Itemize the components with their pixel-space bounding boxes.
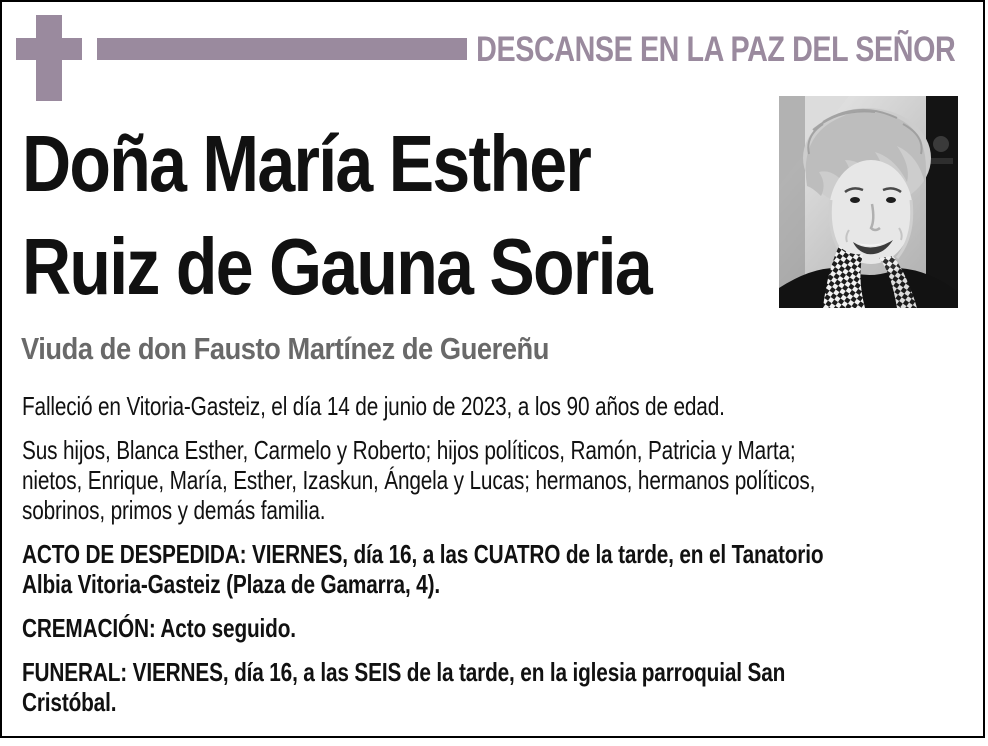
obituary-body: [22, 391, 966, 731]
death-notice-paragraph: Falleció en Vitoria-Gasteiz, el día 14 de junio de 2023, a los 90 años de edad.: [22, 391, 725, 421]
deceased-name-line1: Doña María Esther: [22, 119, 591, 208]
family-paragraph: Sus hijos, Blanca Esther, Carmelo y Roberto; hijos políticos, Ramón, Patricia y Marta; nietos, Enrique, María, Esther, Izaskun, Ángela y Lucas; hermanos, hermanos políticos, sobrinos, primos y demás familia.: [22, 435, 816, 525]
deceased-name: [22, 112, 762, 318]
header-rule: [97, 38, 467, 60]
cremation-paragraph: CREMACIÓN: Acto seguido.: [22, 613, 296, 643]
rip-motto: DESCANSE EN LA PAZ DEL SEÑOR: [475, 30, 955, 69]
cross-icon: [16, 15, 82, 101]
deceased-relation: Viuda de don Fausto Martínez de Guereñu: [21, 331, 550, 366]
farewell-paragraph: ACTO DE DESPEDIDA: VIERNES, día 16, a las CUATRO de la tarde, en el Tanatorio Albia Vitoria-Gasteiz (Plaza de Gamarra, 4).: [22, 539, 824, 599]
funeral-paragraph: FUNERAL: VIERNES, día 16, a las SEIS de la tarde, en la iglesia parroquial San Cristóbal.: [22, 657, 786, 717]
deceased-name-line2: Ruiz de Gauna Soria: [22, 222, 651, 311]
portrait-photo: [779, 96, 958, 308]
